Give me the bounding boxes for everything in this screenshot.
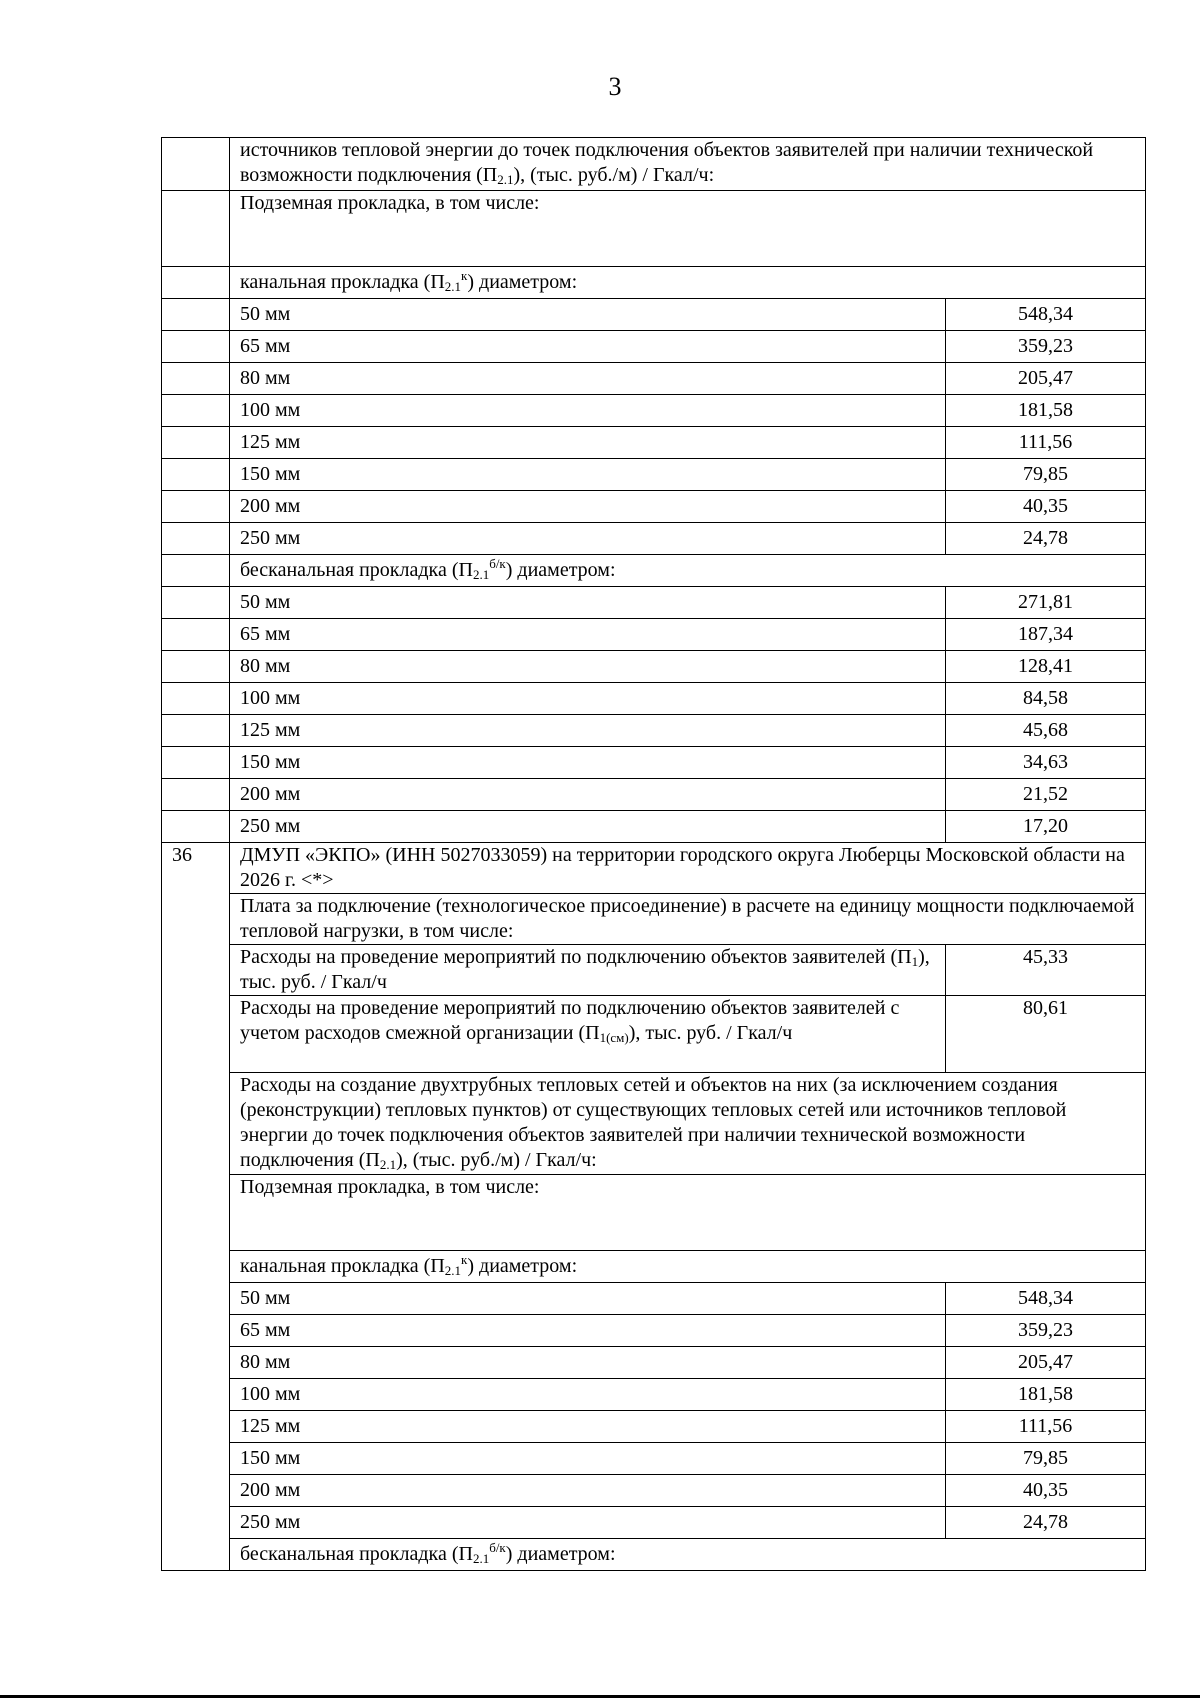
underground-cell [230, 191, 1146, 267]
channelless-label-subscript: 2.1 [472, 567, 490, 582]
channel-label-subscript: 2.1 [444, 279, 462, 294]
row-number-cell [162, 363, 230, 395]
tariff-table-body [162, 138, 1146, 1571]
row-number-cell [162, 331, 230, 363]
value-cell: 548,34 [945, 299, 1145, 331]
row-number-cell [162, 683, 230, 715]
channel-label: канальная прокладка (П [240, 1255, 445, 1277]
diameter-cell: 125 мм [230, 427, 946, 459]
channelless-label-superscript: б/к [489, 1540, 506, 1555]
underground-label: Подземная прокладка, в том числе: [240, 192, 540, 214]
channel-label-cell [230, 1251, 1146, 1283]
value-cell: 187,34 [945, 619, 1145, 651]
row-number-cell [162, 779, 230, 811]
diameter-cell: 200 мм [230, 1475, 946, 1507]
table-row [162, 587, 1146, 619]
diameter-cell: 100 мм [230, 395, 946, 427]
diameter-cell: 80 мм [230, 1347, 946, 1379]
table-row [162, 1507, 1146, 1539]
table-row [162, 779, 1146, 811]
table-row [162, 1347, 1146, 1379]
table-row [162, 811, 1146, 843]
diameter-cell: 80 мм [230, 651, 946, 683]
value-cell: 40,35 [945, 491, 1145, 523]
row-number-cell [162, 138, 230, 191]
diameter-cell: 150 мм [230, 747, 946, 779]
row-number-cell [162, 747, 230, 779]
tariff-table [161, 137, 1146, 1571]
table-row [162, 1443, 1146, 1475]
table-row [162, 331, 1146, 363]
channelless-label-cell [230, 555, 1146, 587]
intro-tail: ), (тыс. руб./м) / Гкал/ч: [513, 164, 715, 186]
table-row [162, 267, 1146, 299]
row-number-cell [162, 619, 230, 651]
p1-label: Расходы на проведение мероприятий по подключению объектов заявителей (П [240, 946, 912, 968]
diameter-cell: 65 мм [230, 1315, 946, 1347]
diameter-cell: 50 мм [230, 299, 946, 331]
value-cell: 359,23 [945, 331, 1145, 363]
row-number-cell [162, 811, 230, 843]
row-number-cell: 36 [162, 843, 230, 1571]
value-cell: 40,35 [945, 1475, 1145, 1507]
channelless-label-subscript: 2.1 [472, 1551, 490, 1566]
diameter-cell: 250 мм [230, 811, 946, 843]
table-row [162, 945, 1146, 996]
channel-label-superscript: к [461, 268, 468, 283]
table-row [162, 683, 1146, 715]
p1-subscript: 1 [911, 954, 919, 969]
table-row [162, 1475, 1146, 1507]
value-cell: 79,85 [945, 1443, 1145, 1475]
value-cell: 21,52 [945, 779, 1145, 811]
fee-cell: Плата за подключение (технологическое присоединение) в расчете на единицу мощности подключаемой тепловой нагрузки, в том числе: [230, 894, 1146, 945]
value-cell: 24,78 [945, 523, 1145, 555]
row-number-cell [162, 491, 230, 523]
diameter-cell: 200 мм [230, 491, 946, 523]
row-number-cell [162, 651, 230, 683]
channelless-label-cell [230, 1539, 1146, 1571]
diameter-cell: 80 мм [230, 363, 946, 395]
table-row [162, 191, 1146, 267]
page-number: 3 [608, 72, 622, 101]
table-row [162, 996, 1146, 1073]
table-row [162, 363, 1146, 395]
value-cell: 17,20 [945, 811, 1145, 843]
table-row [162, 843, 1146, 894]
table-row [162, 427, 1146, 459]
row-number-cell [162, 427, 230, 459]
value-cell: 359,23 [945, 1315, 1145, 1347]
row-number-cell [162, 395, 230, 427]
table-row [162, 555, 1146, 587]
value-cell: 79,85 [945, 459, 1145, 491]
intro-text: источников тепловой энергии до точек подключения объектов заявителей при наличии технической возможности подключения (П [240, 139, 1094, 186]
p1-label-cell [230, 945, 946, 996]
channel-label-tail: ) диаметром: [467, 271, 578, 293]
intro-subscript: 2.1 [497, 172, 514, 187]
row-number-cell [162, 459, 230, 491]
value-cell: 205,47 [945, 1347, 1145, 1379]
channelless-label: бесканальная прокладка (П [240, 559, 473, 581]
table-row [162, 1073, 1146, 1175]
row-number-cell [162, 555, 230, 587]
diameter-cell: 100 мм [230, 1379, 946, 1411]
p21-label: Расходы на создание двухтрубных тепловых сетей и объектов на них (за исключением создания (реконструкции) тепловых пунктов) от существующих тепловых сетей или источников тепловой энергии до точек подключения объектов заявителей при наличии технической возможности подключения (П [240, 1074, 1067, 1171]
row-number-cell [162, 523, 230, 555]
diameter-cell: 125 мм [230, 1411, 946, 1443]
channelless-label-superscript: б/к [489, 556, 506, 571]
table-row [162, 491, 1146, 523]
channel-label-cell [230, 267, 1146, 299]
p1-value-cell: 45,33 [945, 945, 1145, 996]
p1-label-tail: ), тыс. руб. / Гкал/ч [240, 946, 930, 993]
p21-label-tail: ), (тыс. руб./м) / Гкал/ч: [396, 1149, 597, 1171]
channel-label: канальная прокладка (П [240, 271, 445, 293]
diameter-cell: 65 мм [230, 619, 946, 651]
table-row [162, 715, 1146, 747]
p1sm-label-cell [230, 996, 946, 1073]
diameter-cell: 200 мм [230, 779, 946, 811]
diameter-cell: 50 мм [230, 587, 946, 619]
organization-cell: ДМУП «ЭКПО» (ИНН 5027033059) на территории городского округа Люберцы Московской области на 2026 г. <*> [230, 843, 1146, 894]
row-number-cell [162, 299, 230, 331]
value-cell: 271,81 [945, 587, 1145, 619]
channelless-label-tail: ) диаметром: [505, 1543, 616, 1565]
table-row [162, 747, 1146, 779]
row-number-cell [162, 267, 230, 299]
table-row [162, 1379, 1146, 1411]
channel-label-tail: ) диаметром: [467, 1255, 578, 1277]
intro-continuation-cell [230, 138, 1146, 191]
table-row [162, 459, 1146, 491]
table-row [162, 138, 1146, 191]
row-number-cell [162, 587, 230, 619]
table-row [162, 523, 1146, 555]
underground-cell: Подземная прокладка, в том числе: [230, 1175, 1146, 1251]
value-cell: 84,58 [945, 683, 1145, 715]
diameter-cell: 50 мм [230, 1283, 946, 1315]
value-cell: 24,78 [945, 1507, 1145, 1539]
value-cell: 548,34 [945, 1283, 1145, 1315]
channel-label-subscript: 2.1 [444, 1263, 462, 1278]
channelless-label: бесканальная прокладка (П [240, 1543, 473, 1565]
table-row [162, 1251, 1146, 1283]
value-cell: 45,68 [945, 715, 1145, 747]
p21-subscript: 2.1 [379, 1157, 397, 1172]
value-cell: 181,58 [945, 1379, 1145, 1411]
channelless-label-tail: ) диаметром: [505, 559, 616, 581]
p1sm-value-cell: 80,61 [945, 996, 1145, 1073]
table-row [162, 894, 1146, 945]
p1sm-subscript: 1(см) [599, 1030, 629, 1045]
value-cell: 181,58 [945, 395, 1145, 427]
p1sm-label: Расходы на проведение мероприятий по подключению объектов заявителей с учетом расходов смежной организации (П [240, 997, 900, 1044]
table-row [162, 1539, 1146, 1571]
diameter-cell: 125 мм [230, 715, 946, 747]
p1sm-label-tail: ), тыс. руб. / Гкал/ч [628, 1022, 793, 1044]
diameter-cell: 250 мм [230, 1507, 946, 1539]
table-row [162, 395, 1146, 427]
table-row [162, 1175, 1146, 1251]
diameter-cell: 150 мм [230, 1443, 946, 1475]
table-row [162, 1315, 1146, 1347]
value-cell: 128,41 [945, 651, 1145, 683]
value-cell: 205,47 [945, 363, 1145, 395]
diameter-cell: 65 мм [230, 331, 946, 363]
p21-cell [230, 1073, 1146, 1175]
table-row [162, 619, 1146, 651]
row-number-cell [162, 715, 230, 747]
table-row [162, 1283, 1146, 1315]
table-row [162, 299, 1146, 331]
value-cell: 111,56 [945, 427, 1145, 459]
row-number-cell [162, 191, 230, 267]
value-cell: 34,63 [945, 747, 1145, 779]
diameter-cell: 150 мм [230, 459, 946, 491]
channel-label-superscript: к [461, 1252, 468, 1267]
table-row [162, 651, 1146, 683]
value-cell: 111,56 [945, 1411, 1145, 1443]
table-row [162, 1411, 1146, 1443]
diameter-cell: 100 мм [230, 683, 946, 715]
diameter-cell: 250 мм [230, 523, 946, 555]
